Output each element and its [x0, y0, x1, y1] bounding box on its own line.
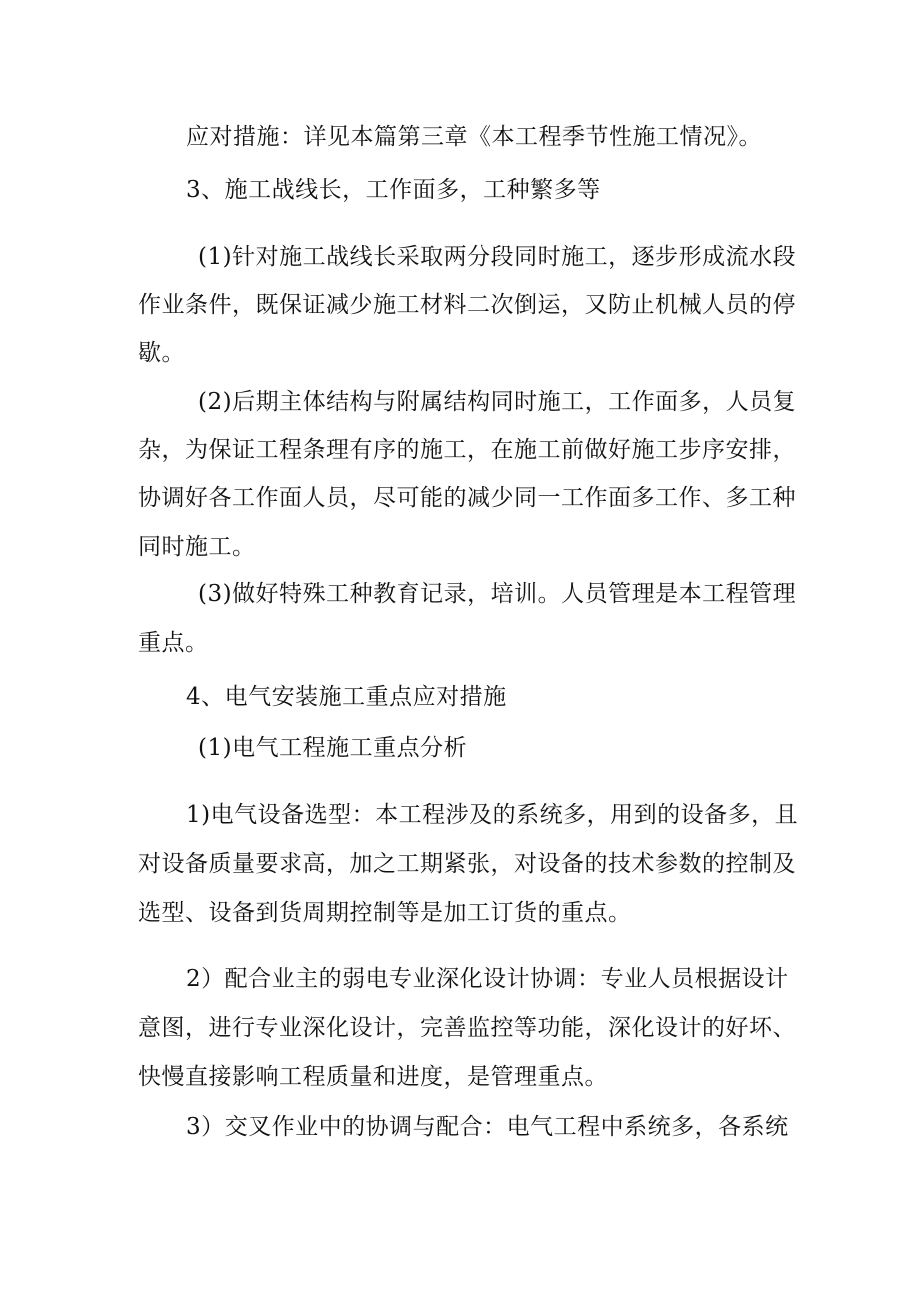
para-2-line-4: 同时施工。 [138, 534, 256, 560]
para-2-line-1: (2)后期主体结构与附属结构同时施工，工作面多，人员复 [198, 389, 797, 415]
para-1-line-1: (1)针对施工战线长采取两分段同时施工，逐步形成流水段 [198, 244, 797, 270]
para-4-line-2: 对设备质量要求高，加之工期紧张，对设备的技术参数的控制及 [138, 851, 796, 877]
subheading-electrical-analysis: (1)电气工程施工重点分析 [198, 735, 468, 761]
heading-construction-line: 3、施工战线长，工作面多，工种繁多等 [186, 177, 601, 203]
para-4-line-1: 1)电气设备选型：本工程涉及的系统多，用到的设备多，且 [186, 802, 799, 828]
line-countermeasure-seasonal: 应对措施：详见本篇第三章《本工程季节性施工情况》。 [186, 124, 762, 150]
para-5-line-3: 快慢直接影响工程质量和进度，是管理重点。 [138, 1064, 608, 1090]
para-6-line-1: 3）交叉作业中的协调与配合：电气工程中系统多，各系统 [186, 1114, 789, 1140]
para-2-line-3: 协调好各工作面人员，尽可能的减少同一工作面多工作、多工种 [138, 485, 796, 511]
para-2-line-2: 杂，为保证工程条理有序的施工，在施工前做好施工步序安排， [138, 437, 796, 463]
para-3-line-1: (3)做好特殊工种教育记录，培训。人员管理是本工程管理 [198, 581, 797, 607]
para-5-line-1: 2）配合业主的弱电专业深化设计协调：专业人员根据设计 [186, 966, 789, 992]
para-3-line-2: 重点。 [138, 630, 209, 656]
para-5-line-2: 意图，进行专业深化设计，完善监控等功能，深化设计的好坏、 [138, 1015, 796, 1041]
para-1-line-2: 作业条件，既保证减少施工材料二次倒运，又防止机械人员的停 [138, 292, 796, 318]
heading-electrical: 4、电气安装施工重点应对措施 [186, 684, 507, 710]
para-4-line-3: 选型、设备到货周期控制等是加工订货的重点。 [138, 900, 632, 926]
para-1-line-3: 歇。 [138, 340, 185, 366]
